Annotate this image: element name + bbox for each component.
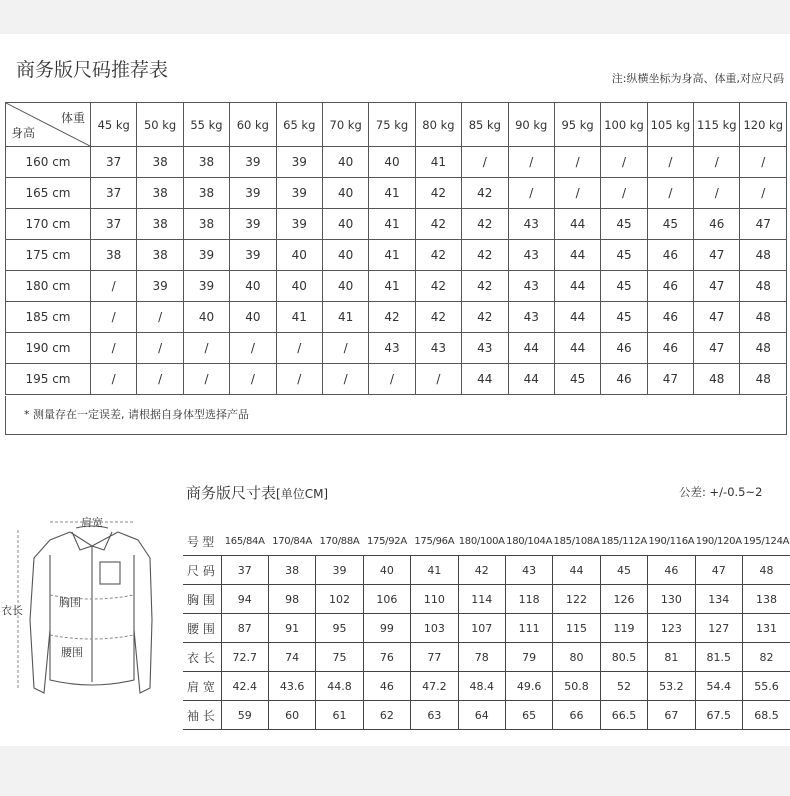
size-cell: 38: [137, 147, 183, 178]
size-cell: 42: [462, 271, 508, 302]
weight-header-cell: 85 kg: [462, 103, 508, 147]
size-cell: 44: [462, 364, 508, 395]
size-cell: 47: [694, 240, 740, 271]
size-cell: 43: [415, 333, 461, 364]
size-cell: 38: [183, 178, 229, 209]
weight-header-cell: 120 kg: [740, 103, 787, 147]
dimension-cell: 80: [553, 643, 600, 672]
size-cell: 42: [415, 178, 461, 209]
size-cell: /: [647, 147, 693, 178]
dimension-cell: 190/116A: [648, 527, 695, 556]
dimension-cell: 50.8: [553, 672, 600, 701]
size-cell: 40: [369, 147, 415, 178]
dimension-row-label: 胸 围: [183, 585, 221, 614]
size-cell: /: [91, 302, 137, 333]
size-cell: 48: [740, 240, 787, 271]
dimension-cell: 82: [742, 643, 790, 672]
size-cell: 38: [137, 209, 183, 240]
corner-weight-label: 体重: [60, 111, 85, 125]
dimension-cell: 75: [316, 643, 363, 672]
dimension-cell: 98: [268, 585, 315, 614]
length-label: 衣长: [1, 604, 23, 617]
dimension-cell: 175/92A: [363, 527, 410, 556]
size-cell: 47: [647, 364, 693, 395]
dimension-cell: 43: [505, 556, 552, 585]
dimension-row-label: 肩 宽: [183, 672, 221, 701]
dimension-cell: 134: [695, 585, 742, 614]
size-cell: 40: [322, 147, 368, 178]
height-cell: 160 cm: [6, 147, 91, 178]
dimension-cell: 106: [363, 585, 410, 614]
size-cell: 47: [740, 209, 787, 240]
height-cell: 170 cm: [6, 209, 91, 240]
size-cell: 40: [230, 302, 276, 333]
weight-header-cell: 75 kg: [369, 103, 415, 147]
size-cell: 39: [276, 178, 322, 209]
size-cell: 43: [508, 240, 554, 271]
size-cell: 41: [369, 271, 415, 302]
weight-header-cell: 50 kg: [137, 103, 183, 147]
dimension-cell: 39: [316, 556, 363, 585]
table-row: [6, 178, 787, 209]
size-cell: 46: [647, 333, 693, 364]
height-cell: 185 cm: [6, 302, 91, 333]
size-cell: /: [415, 364, 461, 395]
size-cell: /: [137, 333, 183, 364]
size-cell: /: [183, 364, 229, 395]
dimension-row: [183, 672, 790, 701]
dimension-cell: 94: [221, 585, 268, 614]
size-cell: /: [369, 364, 415, 395]
dimension-cell: 48: [742, 556, 790, 585]
dimension-cell: 185/112A: [600, 527, 647, 556]
dimension-cell: 37: [221, 556, 268, 585]
size-cell: 42: [415, 271, 461, 302]
dimension-cell: 80.5: [600, 643, 647, 672]
size-cell: 48: [694, 364, 740, 395]
dimension-cell: 130: [648, 585, 695, 614]
dimension-cell: 190/120A: [695, 527, 742, 556]
size-cell: 44: [554, 333, 600, 364]
size-cell: 43: [462, 333, 508, 364]
table-row: [6, 147, 787, 178]
dimension-cell: 43.6: [268, 672, 315, 701]
size-cell: /: [508, 178, 554, 209]
dimension-cell: 123: [648, 614, 695, 643]
dimension-cell: 64: [458, 701, 505, 730]
table-row: [6, 209, 787, 240]
dimension-cell: 44.8: [316, 672, 363, 701]
dimension-cell: 72.7: [221, 643, 268, 672]
dimension-cell: 78: [458, 643, 505, 672]
dimension-cell: 127: [695, 614, 742, 643]
size-cell: 43: [508, 209, 554, 240]
size-cell: /: [554, 178, 600, 209]
size-cell: 40: [183, 302, 229, 333]
size-cell: /: [694, 178, 740, 209]
dimension-cell: 54.4: [695, 672, 742, 701]
dimension-cell: 55.6: [742, 672, 790, 701]
dimension-cell: 67: [648, 701, 695, 730]
weight-header-cell: 80 kg: [415, 103, 461, 147]
size-cell: 42: [369, 302, 415, 333]
dimension-unit: [单位CM]: [276, 487, 329, 501]
size-cell: 39: [276, 209, 322, 240]
size-cell: /: [508, 147, 554, 178]
chest-label: 胸围: [59, 596, 81, 609]
table-row: [6, 302, 787, 333]
dimension-cell: 180/104A: [505, 527, 552, 556]
dimension-row-label: 衣 长: [183, 643, 221, 672]
dimension-cell: 52: [600, 672, 647, 701]
dimension-cell: 175/96A: [411, 527, 458, 556]
weight-header-cell: 55 kg: [183, 103, 229, 147]
size-cell: 42: [462, 209, 508, 240]
weight-header-row: [6, 103, 787, 147]
dimension-cell: 59: [221, 701, 268, 730]
height-cell: 180 cm: [6, 271, 91, 302]
table-row: [6, 364, 787, 395]
size-cell: 39: [230, 178, 276, 209]
size-cell: 40: [276, 240, 322, 271]
size-cell: 41: [322, 302, 368, 333]
dimension-cell: 76: [363, 643, 410, 672]
dimension-cell: 46: [648, 556, 695, 585]
dimension-row: [183, 556, 790, 585]
size-cell: /: [91, 271, 137, 302]
dimension-cell: 126: [600, 585, 647, 614]
dimension-cell: 49.6: [505, 672, 552, 701]
dimension-cell: 107: [458, 614, 505, 643]
dimension-cell: 63: [411, 701, 458, 730]
size-cell: 44: [554, 240, 600, 271]
weight-header-cell: 95 kg: [554, 103, 600, 147]
size-cell: 38: [183, 147, 229, 178]
dimension-cell: 180/100A: [458, 527, 505, 556]
waist-label: 腰围: [61, 646, 83, 659]
dimension-cell: 81.5: [695, 643, 742, 672]
dimension-row: [183, 701, 790, 730]
dimension-cell: 47: [695, 556, 742, 585]
dimension-cell: 170/84A: [268, 527, 315, 556]
dimension-cell: 66.5: [600, 701, 647, 730]
shoulder-label: 肩宽: [81, 516, 103, 529]
dimension-cell: 46: [363, 672, 410, 701]
size-cell: 43: [508, 271, 554, 302]
dimension-title: [186, 482, 328, 503]
size-cell: /: [137, 302, 183, 333]
dimension-row-label: 尺 码: [183, 556, 221, 585]
recommend-note: 注:纵横坐标为身高、体重,对应尺码: [611, 72, 784, 85]
recommend-footnote: * 测量存在一定误差, 请根据自身体型选择产品: [24, 408, 249, 421]
size-cell: 41: [415, 147, 461, 178]
height-cell: 190 cm: [6, 333, 91, 364]
size-cell: /: [322, 333, 368, 364]
size-cell: 38: [91, 240, 137, 271]
size-cell: 47: [694, 333, 740, 364]
size-cell: 40: [322, 178, 368, 209]
size-cell: 45: [601, 271, 647, 302]
size-cell: /: [322, 364, 368, 395]
size-cell: 40: [230, 271, 276, 302]
size-cell: 42: [462, 302, 508, 333]
size-cell: 37: [91, 209, 137, 240]
dimension-cell: 118: [505, 585, 552, 614]
corner-height-label: 身高: [11, 126, 36, 140]
size-cell: /: [91, 364, 137, 395]
size-cell: 39: [230, 240, 276, 271]
size-cell: 42: [415, 302, 461, 333]
size-cell: 39: [183, 240, 229, 271]
recommend-title: 商务版尺码推荐表: [16, 59, 169, 81]
size-cell: 38: [137, 240, 183, 271]
shirt-diagram: [0, 510, 180, 700]
weight-header-cell: 115 kg: [694, 103, 740, 147]
dimension-cell: 111: [505, 614, 552, 643]
size-cell: /: [647, 178, 693, 209]
size-cell: 40: [322, 240, 368, 271]
corner-cell: [6, 103, 91, 147]
dimension-row: [183, 614, 790, 643]
size-cell: 42: [462, 178, 508, 209]
size-cell: 45: [601, 240, 647, 271]
height-cell: 165 cm: [6, 178, 91, 209]
weight-header-cell: 65 kg: [276, 103, 322, 147]
size-cell: /: [601, 147, 647, 178]
dimension-cell: 53.2: [648, 672, 695, 701]
weight-header-cell: 100 kg: [601, 103, 647, 147]
dimension-cell: 38: [268, 556, 315, 585]
dimension-cell: 103: [411, 614, 458, 643]
size-cell: /: [601, 178, 647, 209]
dimension-cell: 44: [553, 556, 600, 585]
dimension-cell: 115: [553, 614, 600, 643]
weight-header-cell: 90 kg: [508, 103, 554, 147]
size-cell: 40: [322, 209, 368, 240]
weight-header-cell: 60 kg: [230, 103, 276, 147]
size-cell: 45: [601, 209, 647, 240]
size-cell: 48: [740, 271, 787, 302]
size-cell: 40: [322, 271, 368, 302]
dimension-cell: 102: [316, 585, 363, 614]
size-recommend-table: [5, 102, 787, 395]
dimension-cell: 79: [505, 643, 552, 672]
size-cell: /: [740, 178, 787, 209]
size-cell: 46: [647, 240, 693, 271]
dimension-cell: 65: [505, 701, 552, 730]
dimension-cell: 67.5: [695, 701, 742, 730]
dimension-row: [183, 585, 790, 614]
dimension-cell: 110: [411, 585, 458, 614]
dimension-row: [183, 643, 790, 672]
size-cell: 41: [276, 302, 322, 333]
top-band: [0, 0, 790, 34]
size-cell: 37: [91, 178, 137, 209]
tolerance-note: 公差: +/-0.5~2: [679, 485, 763, 499]
dimension-cell: 95: [316, 614, 363, 643]
dimension-cell: 61: [316, 701, 363, 730]
dimension-cell: 41: [411, 556, 458, 585]
size-cell: 42: [415, 209, 461, 240]
size-cell: 43: [508, 302, 554, 333]
recommend-footnote-box: [5, 396, 787, 435]
dimension-cell: 131: [742, 614, 790, 643]
size-cell: /: [137, 364, 183, 395]
size-cell: 48: [740, 302, 787, 333]
height-cell: 195 cm: [6, 364, 91, 395]
size-cell: 47: [694, 271, 740, 302]
size-cell: 48: [740, 333, 787, 364]
size-cell: 45: [601, 302, 647, 333]
size-cell: 45: [647, 209, 693, 240]
size-cell: 41: [369, 240, 415, 271]
dimension-row-label: 号 型: [183, 527, 221, 556]
dimension-cell: 62: [363, 701, 410, 730]
dimension-row-label: 腰 围: [183, 614, 221, 643]
size-cell: 46: [694, 209, 740, 240]
weight-header-cell: 70 kg: [322, 103, 368, 147]
size-cell: /: [740, 147, 787, 178]
size-cell: 45: [554, 364, 600, 395]
dimension-row: [183, 527, 790, 556]
size-cell: 46: [647, 271, 693, 302]
dimension-cell: 170/88A: [316, 527, 363, 556]
size-cell: 38: [137, 178, 183, 209]
dimension-cell: 42: [458, 556, 505, 585]
size-cell: /: [276, 333, 322, 364]
size-cell: 40: [276, 271, 322, 302]
size-cell: /: [554, 147, 600, 178]
dimension-cell: 45: [600, 556, 647, 585]
size-cell: 38: [183, 209, 229, 240]
size-cell: 46: [601, 364, 647, 395]
table-row: [6, 333, 787, 364]
table-row: [6, 271, 787, 302]
size-cell: 44: [554, 271, 600, 302]
size-cell: /: [183, 333, 229, 364]
bottom-band: [0, 746, 790, 796]
dimension-cell: 87: [221, 614, 268, 643]
size-cell: 37: [91, 147, 137, 178]
size-cell: 46: [601, 333, 647, 364]
size-cell: 44: [554, 209, 600, 240]
height-cell: 175 cm: [6, 240, 91, 271]
dimension-cell: 42.4: [221, 672, 268, 701]
size-cell: /: [276, 364, 322, 395]
size-cell: 44: [508, 333, 554, 364]
dimension-cell: 68.5: [742, 701, 790, 730]
size-cell: 42: [415, 240, 461, 271]
dimension-cell: 138: [742, 585, 790, 614]
size-cell: 39: [230, 209, 276, 240]
dimension-cell: 119: [600, 614, 647, 643]
size-cell: 39: [137, 271, 183, 302]
dimension-cell: 185/108A: [553, 527, 600, 556]
size-cell: 42: [462, 240, 508, 271]
size-dimension-table: [183, 527, 790, 730]
table-row: [6, 240, 787, 271]
weight-header-cell: 45 kg: [91, 103, 137, 147]
dimension-cell: 60: [268, 701, 315, 730]
weight-header-cell: 105 kg: [647, 103, 693, 147]
dimension-cell: 66: [553, 701, 600, 730]
size-cell: /: [462, 147, 508, 178]
size-cell: 41: [369, 178, 415, 209]
dimension-cell: 165/84A: [221, 527, 268, 556]
size-cell: 39: [183, 271, 229, 302]
size-cell: 44: [554, 302, 600, 333]
size-cell: 48: [740, 364, 787, 395]
size-cell: 41: [369, 209, 415, 240]
size-cell: /: [694, 147, 740, 178]
size-cell: 39: [230, 147, 276, 178]
dimension-cell: 47.2: [411, 672, 458, 701]
size-cell: 43: [369, 333, 415, 364]
dimension-cell: 40: [363, 556, 410, 585]
dimension-title-text: 商务版尺寸表: [186, 484, 277, 502]
dimension-row-label: 袖 长: [183, 701, 221, 730]
dimension-cell: 114: [458, 585, 505, 614]
dimension-cell: 99: [363, 614, 410, 643]
dimension-cell: 91: [268, 614, 315, 643]
dimension-cell: 195/124A: [742, 527, 790, 556]
size-cell: /: [230, 333, 276, 364]
size-cell: /: [230, 364, 276, 395]
dimension-cell: 77: [411, 643, 458, 672]
dimension-cell: 48.4: [458, 672, 505, 701]
dimension-cell: 74: [268, 643, 315, 672]
size-cell: 47: [694, 302, 740, 333]
dimension-cell: 81: [648, 643, 695, 672]
dimension-cell: 122: [553, 585, 600, 614]
size-cell: 39: [276, 147, 322, 178]
size-cell: 46: [647, 302, 693, 333]
size-cell: /: [91, 333, 137, 364]
size-cell: 44: [508, 364, 554, 395]
